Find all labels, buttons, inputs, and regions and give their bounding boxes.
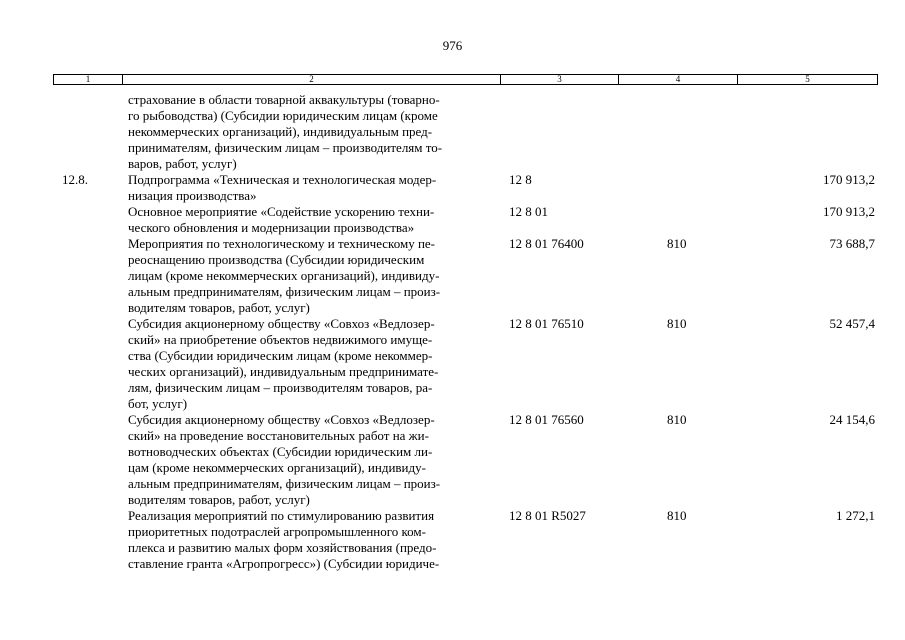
row-description: [128, 412, 498, 508]
row-code: 12 8 01 76560: [509, 412, 584, 427]
row-expense-type: 810: [667, 412, 687, 427]
description-line: альным предпринимателям, физическим лицам – произ-: [128, 284, 441, 299]
description-line: го рыбоводства) (Субсидии юридическим лицам (кроме: [128, 108, 438, 123]
page-number: 976: [442, 38, 463, 53]
description-line: альным предпринимателям, физическим лицам – произ-: [128, 476, 441, 491]
row-description: [128, 92, 498, 172]
description-line: ческого обновления и модернизации производства»: [128, 220, 415, 235]
description-line: лям, физическим лицам – производителям товаров, ра-: [128, 380, 433, 395]
description-line: водителям товаров, работ, услуг): [128, 300, 310, 315]
description-line: вотноводческих объектах (Субсидии юридическим ли-: [128, 444, 433, 459]
row-expense-type: 810: [667, 316, 687, 331]
description-line: цам (кроме некоммерческих организаций), индивиду-: [128, 460, 426, 475]
description-line: реоснащению производства (Субсидии юридическим: [128, 252, 425, 267]
row-description: [128, 172, 498, 204]
description-line: ставление гранта «Агропрогресс») (Субсидии юридиче-: [128, 556, 440, 571]
description-line: ства (Субсидии юридическим лицам (кроме некоммер-: [128, 348, 433, 363]
column-header-4: 4: [619, 75, 738, 84]
table-header: [53, 74, 878, 85]
description-line: низация производства»: [128, 188, 257, 203]
description-line: Основное мероприятие «Содействие ускорению техни-: [128, 204, 435, 219]
description-line: варов, работ, услуг): [128, 156, 237, 171]
row-description: [128, 236, 498, 316]
description-line: водителям товаров, работ, услуг): [128, 492, 310, 507]
description-line: ский» на проведение восстановительных работ на жи-: [128, 428, 429, 443]
row-amount: 1 272,1: [836, 508, 875, 523]
row-code: 12 8 01 76400: [509, 236, 584, 251]
row-expense-type: 810: [667, 236, 687, 251]
description-line: Мероприятия по технологическому и техническому пе-: [128, 236, 435, 251]
description-line: Субсидия акционерному обществу «Совхоз «Ведлозер-: [128, 316, 435, 331]
row-description: [128, 204, 498, 236]
row-amount: 170 913,2: [823, 172, 875, 187]
row-description: [128, 508, 498, 572]
row-code: 12 8 01 R5027: [509, 508, 586, 523]
row-code: 12 8 01: [509, 204, 548, 219]
description-line: бот, услуг): [128, 396, 188, 411]
row-amount: 73 688,7: [829, 236, 875, 251]
description-line: Реализация мероприятий по стимулированию развития: [128, 508, 435, 523]
description-line: Субсидия акционерному обществу «Совхоз «Ведлозер-: [128, 412, 435, 427]
column-header-1: 1: [54, 75, 123, 84]
description-line: приоритетных подотраслей агропромышленного ком-: [128, 524, 426, 539]
description-line: лицам (кроме некоммерческих организаций), индивиду-: [128, 268, 440, 283]
row-expense-type: 810: [667, 508, 687, 523]
row-amount: 24 154,6: [829, 412, 875, 427]
column-header-3: 3: [501, 75, 619, 84]
description-line: ческих организаций), индивидуальным предпринимате-: [128, 364, 439, 379]
row-code: 12 8: [509, 172, 532, 187]
row-amount: 52 457,4: [829, 316, 875, 331]
row-amount: 170 913,2: [823, 204, 875, 219]
description-line: плекса и развитию малых форм хозяйствования (предо-: [128, 540, 437, 555]
description-line: страхование в области товарной аквакультуры (товарно-: [128, 92, 440, 107]
row-number: 12.8.: [62, 172, 88, 187]
description-line: принимателям, физическим лицам – производителям то-: [128, 140, 443, 155]
column-header-5: 5: [805, 74, 810, 84]
row-code: 12 8 01 76510: [509, 316, 584, 331]
row-description: [128, 316, 498, 412]
description-line: некоммерческих организаций), индивидуальным пред-: [128, 124, 433, 139]
description-line: ский» на приобретение объектов недвижимого имуще-: [128, 332, 433, 347]
description-line: Подпрограмма «Техническая и технологическая модер-: [128, 172, 437, 187]
column-header-2: 2: [123, 75, 501, 84]
